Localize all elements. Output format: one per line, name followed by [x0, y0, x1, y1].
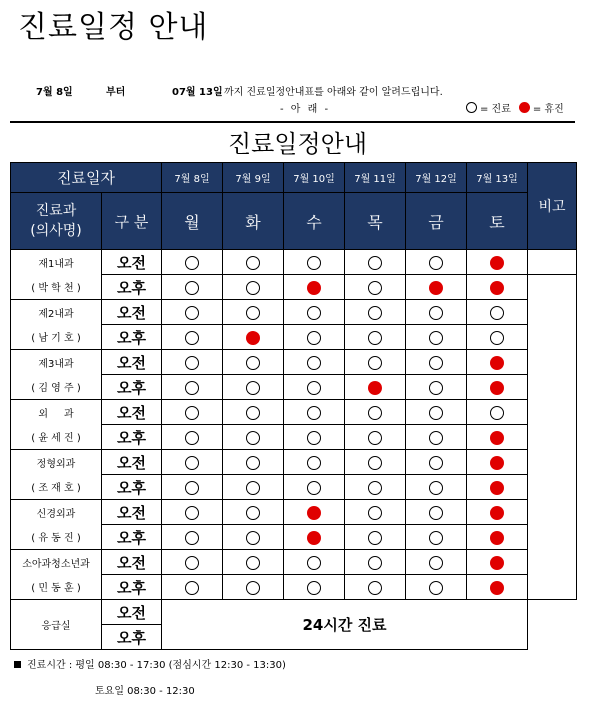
schedule-cell — [467, 450, 528, 475]
schedule-cell — [406, 300, 467, 325]
dept-name: 정형외과 — [11, 450, 102, 475]
open-circle-icon — [490, 406, 504, 420]
note-cell — [528, 500, 577, 525]
schedule-cell — [467, 400, 528, 425]
doctor-name: ( 윤 세 진 ) — [11, 425, 102, 450]
closed-dot-icon — [490, 481, 504, 495]
hours-saturday: 토요일 08:30 - 12:30 — [95, 686, 195, 697]
schedule-cell — [406, 425, 467, 450]
session-pm: 오후 — [102, 325, 162, 350]
dept-name: 신경외과 — [11, 500, 102, 525]
session-pm: 오후 — [102, 625, 162, 650]
open-circle-icon — [490, 306, 504, 320]
note-cell — [528, 525, 577, 550]
closed-dot-icon — [429, 281, 443, 295]
table-row — [11, 275, 577, 300]
schedule-cell — [345, 450, 406, 475]
header-day: 화 — [223, 193, 284, 250]
schedule-cell — [223, 275, 284, 300]
schedule-cell — [284, 375, 345, 400]
schedule-cell — [162, 550, 223, 575]
table-row — [11, 350, 577, 375]
header-day: 금 — [406, 193, 467, 250]
open-circle-icon — [185, 506, 199, 520]
open-circle-icon — [307, 256, 321, 270]
schedule-cell — [345, 275, 406, 300]
header-date: 7월 12일 — [406, 163, 467, 193]
schedule-cell — [406, 525, 467, 550]
open-circle-icon — [246, 256, 260, 270]
open-circle-icon — [429, 456, 443, 470]
schedule-cell — [223, 250, 284, 275]
schedule-cell — [284, 275, 345, 300]
open-circle-icon — [368, 281, 382, 295]
open-circle-icon — [307, 306, 321, 320]
open-circle-icon — [185, 481, 199, 495]
doctor-name: ( 조 재 호 ) — [11, 475, 102, 500]
legend — [466, 100, 564, 115]
session-am: 오전 — [102, 400, 162, 425]
schedule-cell — [467, 500, 528, 525]
open-circle-icon — [246, 506, 260, 520]
schedule-cell — [284, 475, 345, 500]
dept-name: 재1내과 — [11, 250, 102, 275]
table-row — [11, 525, 577, 550]
header-date: 7월 10일 — [284, 163, 345, 193]
closed-dot-icon — [490, 381, 504, 395]
schedule-cell — [223, 525, 284, 550]
open-circle-icon — [368, 481, 382, 495]
schedule-cell — [467, 275, 528, 300]
open-circle-icon — [429, 481, 443, 495]
closed-dot-icon — [490, 506, 504, 520]
open-circle-icon — [307, 406, 321, 420]
schedule-cell — [162, 450, 223, 475]
schedule-cell — [223, 450, 284, 475]
open-circle-icon — [368, 531, 382, 545]
closed-dot-icon — [246, 331, 260, 345]
closed-dot-icon — [490, 581, 504, 595]
note-cell — [528, 250, 577, 275]
doctor-name: ( 민 동 훈 ) — [11, 575, 102, 600]
open-circle-icon — [185, 281, 199, 295]
schedule-cell — [345, 250, 406, 275]
header-day: 토 — [467, 193, 528, 250]
table-row — [11, 300, 577, 325]
open-circle-icon — [246, 556, 260, 570]
open-circle-icon — [307, 381, 321, 395]
schedule-cell — [162, 275, 223, 300]
doctor-name: ( 김 영 주 ) — [11, 375, 102, 400]
schedule-cell — [223, 475, 284, 500]
open-circle-icon — [185, 456, 199, 470]
schedule-cell — [223, 375, 284, 400]
schedule-cell — [223, 500, 284, 525]
divider — [10, 121, 575, 123]
table-row — [11, 375, 577, 400]
dept-name: 소아과청소년과 — [11, 550, 102, 575]
open-circle-icon — [307, 431, 321, 445]
schedule-cell — [406, 450, 467, 475]
note-cell — [528, 400, 577, 425]
closed-dot-icon — [307, 506, 321, 520]
open-circle-icon — [185, 256, 199, 270]
open-circle-icon — [368, 556, 382, 570]
table-row — [11, 500, 577, 525]
schedule-cell — [406, 250, 467, 275]
legend-open-label: = 진료 — [480, 104, 511, 115]
header-date: 7월 8일 — [162, 163, 223, 193]
legend-closed-label: = 휴진 — [532, 104, 564, 115]
open-circle-icon — [307, 356, 321, 370]
open-circle-icon — [429, 506, 443, 520]
schedule-cell — [162, 425, 223, 450]
schedule-cell — [162, 525, 223, 550]
open-circle-icon — [429, 381, 443, 395]
open-circle-icon — [246, 306, 260, 320]
open-circle-icon — [368, 406, 382, 420]
open-circle-icon — [185, 306, 199, 320]
open-circle-icon — [307, 456, 321, 470]
note-cell — [528, 475, 577, 500]
schedule-cell — [406, 550, 467, 575]
note-cell — [528, 375, 577, 400]
open-circle-icon — [185, 556, 199, 570]
header-date: 7월 13일 — [467, 163, 528, 193]
schedule-cell — [284, 350, 345, 375]
schedule-cell — [406, 500, 467, 525]
session-pm: 오후 — [102, 275, 162, 300]
session-pm: 오후 — [102, 425, 162, 450]
bullet-square-icon — [14, 661, 21, 668]
schedule-cell — [162, 575, 223, 600]
note-cell — [528, 600, 577, 650]
schedule-cell — [223, 400, 284, 425]
schedule-cell — [284, 325, 345, 350]
header-dept: 진료과 (의사명) — [11, 193, 102, 250]
schedule-cell — [467, 300, 528, 325]
note-cell — [528, 550, 577, 575]
closed-dot-icon — [490, 256, 504, 270]
open-circle-icon — [246, 531, 260, 545]
open-circle-icon — [246, 456, 260, 470]
header-note: 비고 — [528, 163, 577, 250]
schedule-cell — [406, 350, 467, 375]
open-circle-icon — [429, 406, 443, 420]
schedule-cell — [467, 425, 528, 450]
dept-name: 제2내과 — [11, 300, 102, 325]
schedule-cell — [223, 350, 284, 375]
schedule-cell — [345, 375, 406, 400]
closed-dot-icon — [490, 456, 504, 470]
period-start: 7월 8일 — [36, 87, 73, 98]
schedule-cell — [223, 425, 284, 450]
open-circle-icon — [185, 406, 199, 420]
schedule-cell — [162, 375, 223, 400]
open-circle-icon — [429, 581, 443, 595]
schedule-cell — [467, 350, 528, 375]
schedule-cell — [467, 575, 528, 600]
open-circle-icon — [307, 331, 321, 345]
schedule-cell — [223, 575, 284, 600]
schedule-cell — [345, 400, 406, 425]
table-row — [11, 450, 577, 475]
open-circle-icon — [429, 256, 443, 270]
open-circle-icon — [185, 356, 199, 370]
schedule-cell — [345, 500, 406, 525]
open-circle-icon — [246, 581, 260, 595]
closed-dot-icon — [490, 431, 504, 445]
open-circle-icon — [429, 431, 443, 445]
note-cell — [528, 450, 577, 475]
table-row — [11, 400, 577, 425]
table-title: 진료일정안내 — [227, 130, 368, 158]
schedule-cell — [162, 475, 223, 500]
table-row — [11, 425, 577, 450]
closed-dot-icon — [490, 356, 504, 370]
session-pm: 오후 — [102, 475, 162, 500]
schedule-cell — [284, 575, 345, 600]
open-circle-icon — [490, 331, 504, 345]
table-row — [11, 325, 577, 350]
schedule-cell — [162, 350, 223, 375]
open-circle-icon — [246, 381, 260, 395]
schedule-cell — [467, 525, 528, 550]
schedule-cell — [345, 300, 406, 325]
open-circle-icon — [307, 556, 321, 570]
schedule-cell — [406, 275, 467, 300]
schedule-cell — [406, 375, 467, 400]
schedule-cell — [162, 250, 223, 275]
schedule-cell — [467, 250, 528, 275]
open-circle-icon — [307, 481, 321, 495]
closed-dot-icon — [490, 281, 504, 295]
schedule-cell — [284, 300, 345, 325]
header-session: 구 분 — [102, 193, 162, 250]
session-am: 오전 — [102, 600, 162, 625]
open-circle-icon — [368, 306, 382, 320]
open-circle-icon — [185, 581, 199, 595]
schedule-table — [10, 162, 577, 650]
schedule-cell — [345, 525, 406, 550]
open-circle-icon — [368, 581, 382, 595]
open-circle-icon — [368, 506, 382, 520]
schedule-cell — [345, 475, 406, 500]
open-circle-icon — [185, 381, 199, 395]
closed-dot-icon — [490, 531, 504, 545]
closed-dot-icon — [519, 102, 530, 113]
schedule-cell — [406, 400, 467, 425]
session-am: 오전 — [102, 250, 162, 275]
open-circle-icon — [246, 281, 260, 295]
schedule-cell — [223, 550, 284, 575]
schedule-cell — [162, 400, 223, 425]
schedule-cell — [345, 550, 406, 575]
session-am: 오전 — [102, 350, 162, 375]
schedule-cell — [406, 325, 467, 350]
open-circle-icon — [185, 431, 199, 445]
header-date-label: 진료일자 — [11, 163, 162, 193]
note-cell — [528, 425, 577, 450]
schedule-cell — [345, 325, 406, 350]
session-am: 오전 — [102, 500, 162, 525]
hours-weekday-text: 진료시간 : 평일 08:30 - 17:30 (점심시간 12:30 - 13:30) — [27, 660, 286, 671]
open-circle-icon — [246, 406, 260, 420]
schedule-cell — [284, 450, 345, 475]
emergency-note: 24시간 진료 — [162, 600, 528, 650]
page-title: 진료일정 안내 — [18, 10, 209, 45]
schedule-cell — [223, 300, 284, 325]
note-cell — [528, 300, 577, 325]
period-end: 07월 13일 — [172, 87, 223, 98]
schedule-cell — [284, 425, 345, 450]
session-am: 오전 — [102, 450, 162, 475]
dept-name: 외 과 — [11, 400, 102, 425]
table-row — [11, 250, 577, 275]
table-row — [11, 550, 577, 575]
open-circle-icon — [185, 531, 199, 545]
table-row — [11, 575, 577, 600]
closed-dot-icon — [307, 281, 321, 295]
closed-dot-icon — [490, 556, 504, 570]
open-circle-icon — [429, 356, 443, 370]
note-cell — [528, 350, 577, 375]
open-circle-icon — [466, 102, 477, 113]
schedule-cell — [162, 300, 223, 325]
schedule-cell — [284, 525, 345, 550]
schedule-cell — [406, 575, 467, 600]
schedule-cell — [162, 325, 223, 350]
emergency-dept: 응급실 — [11, 600, 102, 650]
schedule-cell — [162, 500, 223, 525]
schedule-cell — [284, 500, 345, 525]
schedule-cell — [284, 250, 345, 275]
open-circle-icon — [307, 581, 321, 595]
period-sentence: 까지 진료일정안내표를 아래와 같이 알려드립니다. — [224, 87, 443, 98]
open-circle-icon — [368, 431, 382, 445]
note-cell — [528, 275, 577, 300]
session-pm: 오후 — [102, 525, 162, 550]
table-row — [11, 475, 577, 500]
closed-dot-icon — [368, 381, 382, 395]
doctor-name: ( 박 학 천 ) — [11, 275, 102, 300]
open-circle-icon — [429, 556, 443, 570]
open-circle-icon — [429, 531, 443, 545]
schedule-cell — [284, 550, 345, 575]
header-day: 목 — [345, 193, 406, 250]
open-circle-icon — [246, 431, 260, 445]
schedule-cell — [467, 375, 528, 400]
schedule-cell — [467, 475, 528, 500]
open-circle-icon — [246, 481, 260, 495]
open-circle-icon — [368, 456, 382, 470]
dept-name: 제3내과 — [11, 350, 102, 375]
period-from: 부터 — [106, 87, 126, 98]
header-date: 7월 9일 — [223, 163, 284, 193]
doctor-name: ( 유 동 진 ) — [11, 525, 102, 550]
open-circle-icon — [368, 356, 382, 370]
open-circle-icon — [185, 331, 199, 345]
schedule-cell — [223, 325, 284, 350]
schedule-cell — [467, 325, 528, 350]
header-day: 수 — [284, 193, 345, 250]
open-circle-icon — [246, 356, 260, 370]
note-cell — [528, 575, 577, 600]
open-circle-icon — [429, 306, 443, 320]
open-circle-icon — [429, 331, 443, 345]
header-date: 7월 11일 — [345, 163, 406, 193]
schedule-cell — [345, 350, 406, 375]
doctor-name: ( 남 기 호 ) — [11, 325, 102, 350]
schedule-cell — [406, 475, 467, 500]
session-am: 오전 — [102, 300, 162, 325]
open-circle-icon — [368, 256, 382, 270]
schedule-cell — [467, 550, 528, 575]
schedule-cell — [345, 575, 406, 600]
schedule-cell — [284, 400, 345, 425]
note-cell — [528, 325, 577, 350]
header-day: 월 — [162, 193, 223, 250]
session-pm: 오후 — [102, 375, 162, 400]
session-pm: 오후 — [102, 575, 162, 600]
hours-weekday — [14, 656, 286, 671]
schedule-cell — [345, 425, 406, 450]
closed-dot-icon — [307, 531, 321, 545]
session-am: 오전 — [102, 550, 162, 575]
below-heading: - 아 래 - — [280, 104, 331, 115]
open-circle-icon — [368, 331, 382, 345]
